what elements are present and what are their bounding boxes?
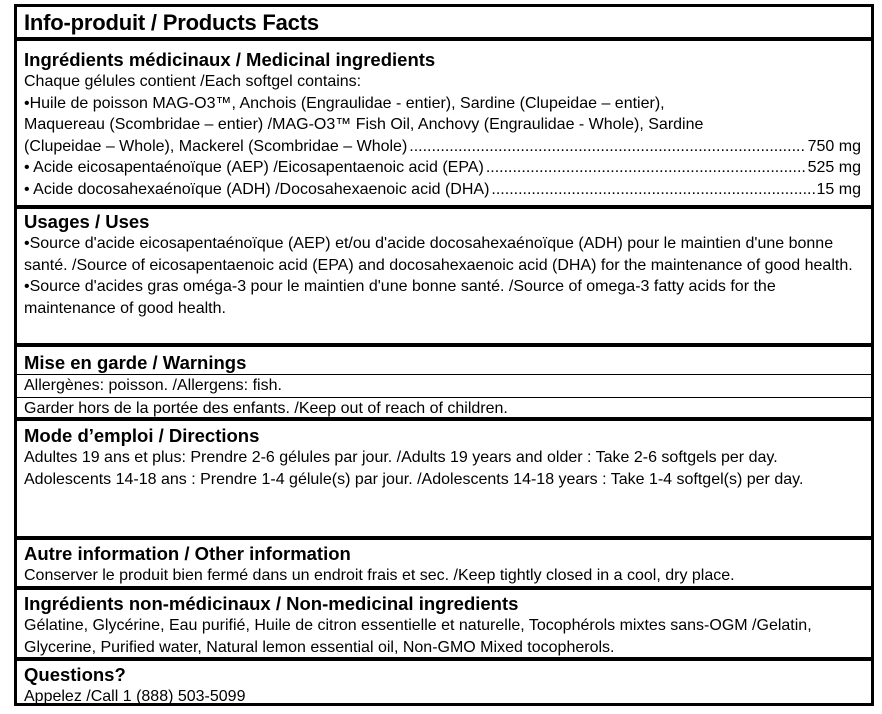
section-medicinal-ingredients: [17, 41, 871, 205]
leader-dots: [491, 179, 814, 201]
section-other-information: [17, 536, 871, 586]
medicinal-item1-line1: •Huile de poisson MAG-O3™, Anchois (Engraulidae - entier), Sardine (Clupeidae – entier),: [24, 94, 665, 112]
medicinal-item1-line2: Maquereau (Scombridae – entier) /MAG-O3™ Fish Oil, Anchovy (Engraulidae - Whole), Sardine: [24, 116, 704, 133]
section-warnings: [17, 343, 871, 417]
product-facts-panel: [14, 4, 874, 706]
other-heading: Autre information / Other information: [24, 543, 351, 564]
section-uses: [17, 205, 871, 343]
directions-heading: Mode d’emploi / Directions: [24, 425, 260, 446]
nonmed-heading: Ingrédients non-médicinaux / Non-medicinal ingredients: [24, 593, 519, 614]
uses-paragraph-2: •Source d'acides gras oméga-3 pour le maintien d'une bonne santé. /Source of omega-3 fatty acids for the maintenance of good health.: [24, 278, 776, 317]
other-storage: Conserver le produit bien fermé dans un endroit frais et sec. /Keep tightly closed in a cool, dry place.: [24, 567, 735, 584]
medicinal-heading: Ingrédients médicinaux / Medicinal ingredients: [24, 49, 436, 70]
medicinal-item3-amount: 15 mg: [816, 180, 861, 198]
warnings-allergens: Allergènes: poisson. /Allergens: fish.: [17, 374, 871, 397]
uses-paragraph-1: •Source d'acide eicosapentaénoïque (AEP) et/ou d'acide docosahexaénoïque (ADH) pour le maintien d'une bonne santé. /Source of eicosapentaenoic acid (EPA) and docosahexaenoic acid (DHA) for the maintenance of good health.: [24, 235, 853, 274]
medicinal-item2-name: • Acide eicosapentaénoïque (AEP) /Eicosapentaenoic acid (EPA): [24, 159, 484, 176]
title-bar: [17, 7, 871, 41]
medicinal-item3-name: • Acide docosahexaénoïque (ADH) /Docosahexaenoic acid (DHA): [24, 180, 490, 198]
questions-heading: Questions?: [24, 664, 126, 685]
section-questions: [17, 657, 871, 703]
medicinal-intro: Chaque gélules contient /Each softgel contains:: [24, 73, 362, 90]
questions-phone: Appelez /Call 1 (888) 503-5099: [24, 688, 246, 705]
warnings-keep-out: Garder hors de la portée des enfants. /Keep out of reach of children.: [17, 397, 871, 420]
leader-dots: [486, 157, 806, 179]
panel-title: Info-produit / Products Facts: [24, 10, 319, 35]
directions-adults: Adultes 19 ans et plus: Prendre 2-6 gélules par jour. /Adults 19 years and older : Take 2-6 softgels per day.: [24, 449, 778, 466]
medicinal-item1-row: [17, 136, 871, 158]
medicinal-item1-line3: (Clupeidae – Whole), Mackerel (Scombridae – Whole): [24, 137, 408, 155]
section-directions: [17, 417, 871, 536]
uses-heading: Usages / Uses: [24, 211, 150, 232]
warnings-heading: Mise en garde / Warnings: [24, 352, 247, 373]
medicinal-item3-row: [17, 179, 871, 201]
medicinal-item1-amount: 750 mg: [807, 137, 861, 155]
medicinal-item2-amount: 525 mg: [807, 159, 861, 176]
directions-adolescents: Adolescents 14-18 ans : Prendre 1-4 gélule(s) par jour. /Adolescents 14-18 years : Take 1-4 softgel(s) per day.: [24, 470, 804, 488]
section-non-medicinal-ingredients: [17, 586, 871, 657]
nonmed-list: Gélatine, Glycérine, Eau purifié, Huile de citron essentielle et naturelle, Tocophérols mixtes sans-OGM /Gelatin, Glycerine, Purified water, Natural lemon essential oil, Non-GMO Mixed tocopherols.: [24, 617, 812, 656]
medicinal-item2-row: [17, 157, 871, 179]
leader-dots: [409, 136, 805, 158]
